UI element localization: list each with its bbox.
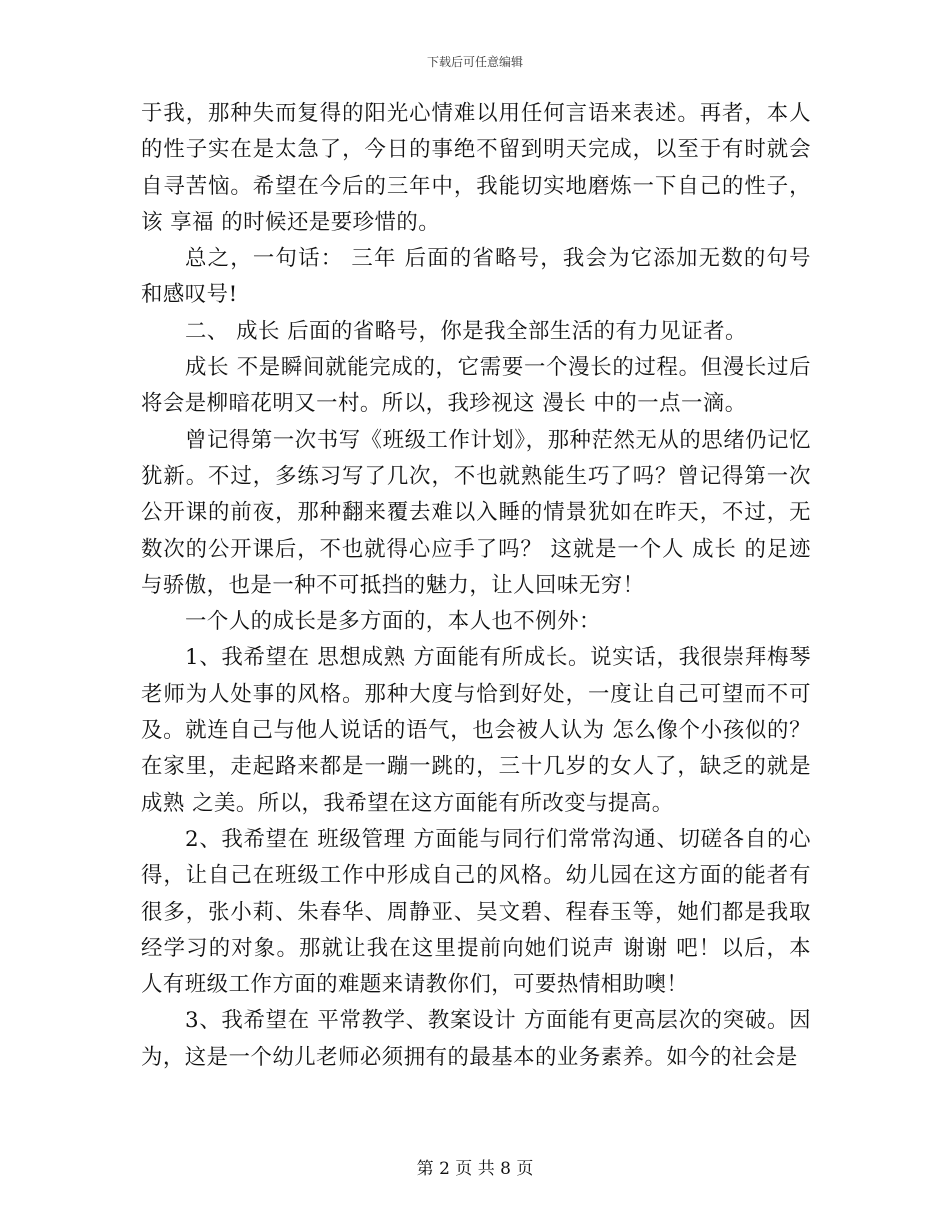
paragraph: 于我，那种失而复得的阳光心情难以用任何言语来表述。再者，本人的性子实在是太急了，今日的事绝不留到明天完成，以至于有时就会自寻苦恼。希望在今后的三年中，我能切实地磨炼一下自己的性子，该 享福 的时候还是要珍惜的。 — [141, 101, 811, 235]
paragraph: 成长 不是瞬间就能完成的，它需要一个漫长的过程。但漫长过后将会是柳暗花明又一村。所以，我珍视这 漫长 中的一点一滴。 — [141, 355, 811, 417]
paragraph: 曾记得第一次书写《班级工作计划》，那种茫然无从的思绪仍记忆犹新。不过，多练习写了几次，不也就熟能生巧了吗？曾记得第一次公开课的前夜，那种翻来覆去难以入睡的情景犹如在昨天，不过，无数次的公开课后，不也就得心应手了吗？ 这就是一个人 成长 的足迹与骄傲，也是一种不可抵挡的魅力，让人回味无穷！ — [141, 427, 811, 598]
page-number: 第 2 页 共 8 页 — [416, 1159, 534, 1179]
paragraph: 3、我希望在 平常教学、教案设计 方面能有更高层次的突破。因为，这是一个幼儿老师必须拥有的最基本的业务素养。如今的社会是 — [141, 1008, 811, 1070]
page-header: 下载后可任意编辑 — [426, 55, 523, 69]
document-body — [141, 96, 811, 1076]
paragraph: 2、我希望在 班级管理 方面能与同行们常常沟通、切磋各自的心得，让自己在班级工作中形成自己的风格。幼儿园在这方面的能者有很多，张小莉、朱春华、周静亚、吴文碧、程春玉等，她们都是我取经学习的对象。那就让我在这里提前向她们说声 谢谢 吧！以后，本人有班级工作方面的难题来请教你们，可要热情相助噢！ — [141, 826, 811, 998]
paragraph: 一个人的成长是多方面的，本人也不例外： — [185, 609, 601, 635]
paragraph: 1、我希望在 思想成熟 方面能有所成长。说实话，我很崇拜梅琴老师为人处事的风格。那种大度与恰到好处，一度让自己可望而不可及。就连自己与他人说话的语气，也会被人认为 怎么像个小孩似的？在家里，走起路来都是一蹦一跳的，三十几岁的女人了，缺乏的就是成熟 之美。所以，我希望在这方面能有所改变与提高。 — [141, 645, 811, 816]
paragraph: 二、 成长 后面的省略号，你是我全部生活的有力见证者。 — [185, 318, 747, 344]
paragraph: 总之，一句话： 三年 后面的省略号，我会为它添加无数的句号和感叹号! — [141, 246, 811, 308]
